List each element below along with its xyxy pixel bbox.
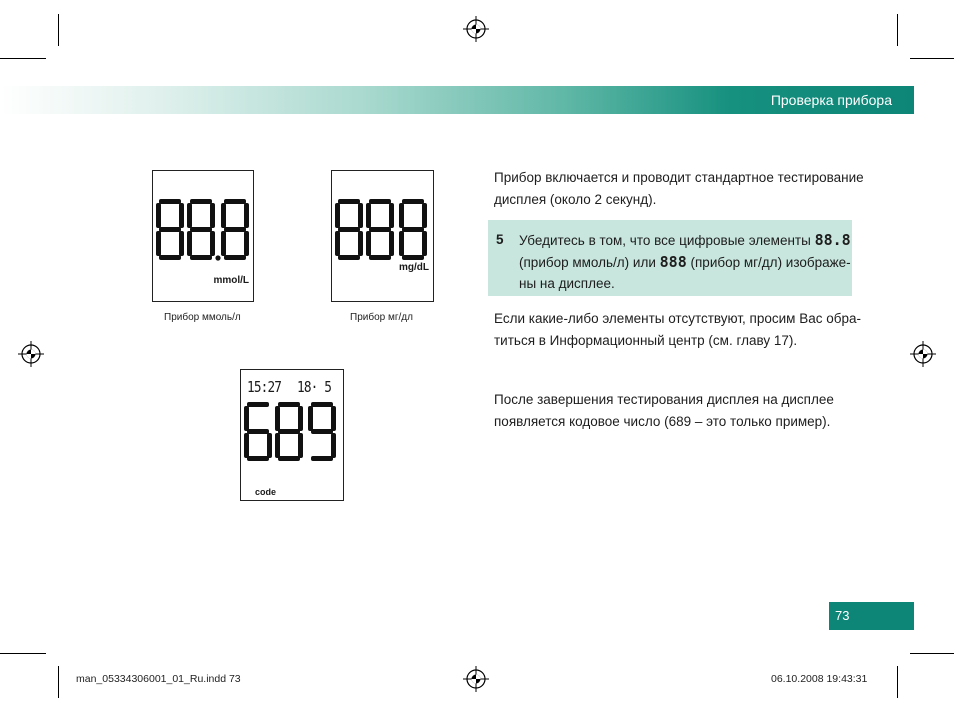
intro-line-2: дисплея (около 2 секунд). xyxy=(494,192,657,207)
intro-line-1: Прибор включается и проводит стандартное тестирование xyxy=(494,170,864,185)
unit-label-mmol: mmol/L xyxy=(213,275,249,286)
registration-mark-icon xyxy=(463,666,489,692)
segment-digits-888-mmol xyxy=(153,197,253,277)
crop-mark xyxy=(58,14,59,46)
registration-mark-icon xyxy=(18,341,44,367)
segment-digits-689 xyxy=(241,400,341,470)
crop-mark xyxy=(910,653,954,654)
registration-mark-icon xyxy=(463,16,489,42)
after-line-1: После завершения тестирования дисплея на дисплее xyxy=(494,392,834,407)
after-line-2: появляется кодовое число (689 – это только пример). xyxy=(494,414,831,429)
step-text-line-1 xyxy=(519,229,851,252)
step-text-part-2: (прибор ммоль/л) или xyxy=(519,255,656,270)
missing-line-2: титься в Информационный центр (см. главу 17). xyxy=(494,333,798,348)
lcd-code-label: code xyxy=(255,487,277,497)
missing-line-1: Если какие-либо элементы отсутствуют, просим Вас обра- xyxy=(494,311,861,326)
step-text-line-2 xyxy=(519,251,851,274)
lcd-time: 15:27 xyxy=(247,378,282,396)
crop-mark xyxy=(58,666,59,698)
step-text-line-3: ны на дисплее. xyxy=(519,276,615,291)
section-title: Проверка прибора xyxy=(770,92,892,108)
step-glyph-888-mgdl: 888 xyxy=(659,253,687,271)
step-number: 5 xyxy=(496,232,504,247)
crop-mark xyxy=(0,58,46,59)
lcd-display-mmol xyxy=(152,170,254,302)
unit-label-mgdl: mg/dL xyxy=(399,262,429,273)
step-text-part-1: Убедитесь в том, что все цифровые элементы xyxy=(519,233,811,248)
registration-mark-icon xyxy=(910,341,936,367)
lcd-display-code xyxy=(240,369,344,501)
crop-mark xyxy=(910,58,954,59)
step-text-part-3: (прибор мг/дл) изображе- xyxy=(690,255,851,270)
crop-mark xyxy=(897,14,898,46)
footer-filename: man_05334306001_01_Ru.indd 73 xyxy=(76,673,241,685)
step-glyph-888-mmol: 88.8 xyxy=(814,231,851,249)
figure-caption-mmol: Прибор ммоль/л xyxy=(164,312,241,323)
figure-caption-mgdl: Прибор мг/дл xyxy=(350,312,413,323)
page-number: 73 xyxy=(835,608,850,623)
lcd-display-mgdl xyxy=(331,170,434,302)
crop-mark xyxy=(897,666,898,698)
lcd-date: 18· 5 xyxy=(297,378,332,396)
footer-datetime: 06.10.2008 19:43:31 xyxy=(771,673,868,685)
crop-mark xyxy=(0,653,46,654)
